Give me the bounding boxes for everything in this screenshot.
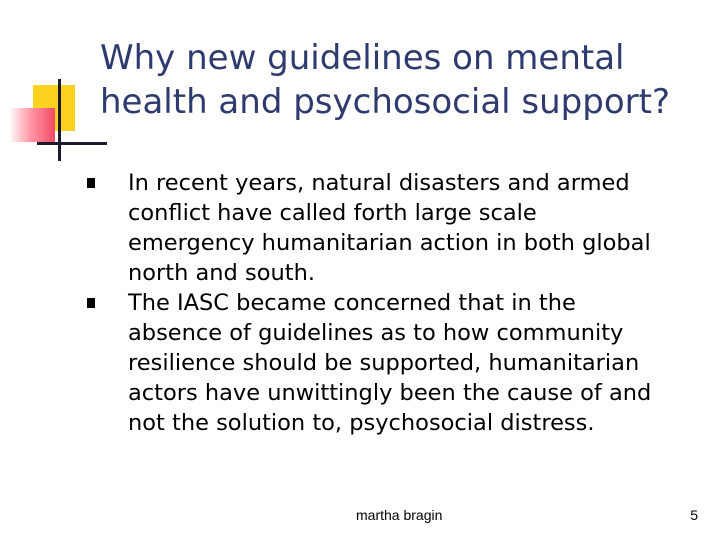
title-line: health and psychosocial support? [100,82,670,122]
bullet-line: north and south. [128,260,315,286]
bullet-line: In recent years, natural disasters and armed [128,170,630,196]
bullet-line: conflict have called forth large scale [128,200,537,226]
square-bullet-icon [87,178,95,188]
bullet-item [0,288,720,438]
bullet-line: absence of guidelines as to how community [128,320,624,346]
slide-title [100,36,700,124]
bullet-line: emergency humanitarian action in both global [128,230,651,256]
bullet-line: not the solution to, psychosocial distress. [128,410,595,436]
bullet-line: resilience should be supported, humanitarian [128,350,640,376]
bullet-line: The IASC became concerned that in the [128,290,576,316]
bullet-item [0,168,720,288]
decorative-vertical-line [58,79,61,161]
square-bullet-icon [87,298,95,308]
bullet-list [0,168,720,438]
footer-author: martha bragin [356,507,443,523]
decorative-red-bar [9,108,55,142]
title-line: Why new guidelines on mental [100,38,625,78]
decorative-horizontal-line [37,142,107,145]
bullet-line: actors have unwittingly been the cause of and [128,380,652,406]
page-number: 5 [690,507,698,523]
